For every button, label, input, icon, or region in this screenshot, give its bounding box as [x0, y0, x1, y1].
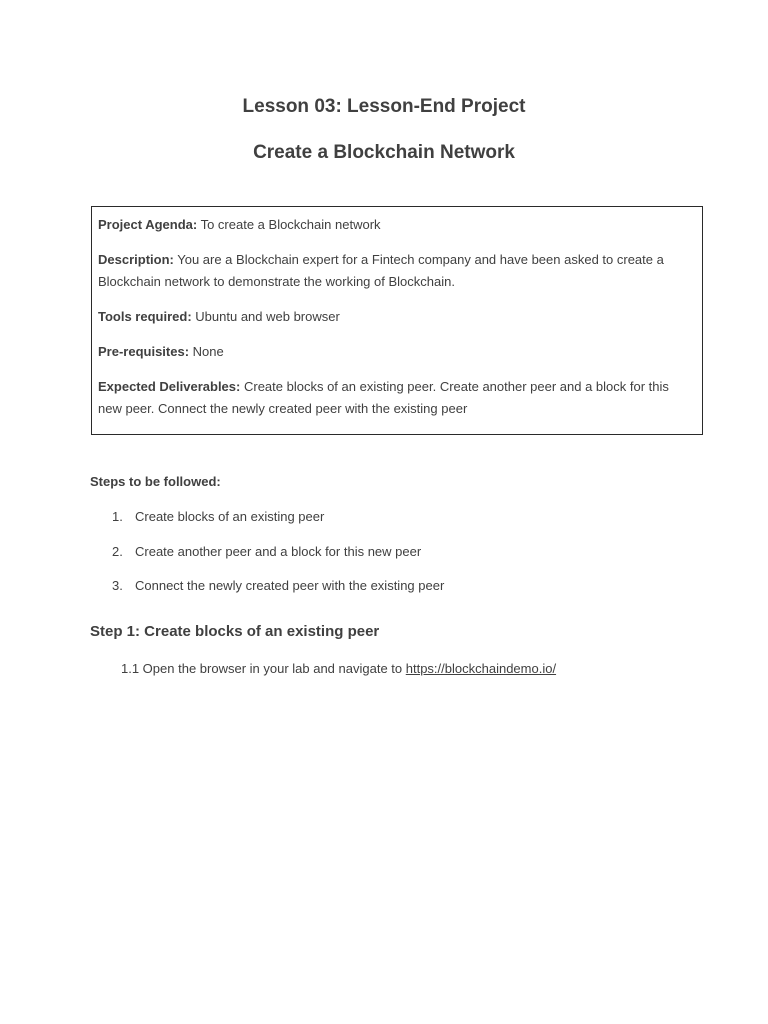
- list-item: [90, 576, 444, 596]
- list-item-number: 1.: [112, 509, 123, 524]
- steps-list: [90, 507, 444, 611]
- list-item-text: Create another peer and a block for this new peer: [135, 543, 422, 559]
- description-value: You are a Blockchain expert for a Fintech company and have been asked to create a Blockchain network to demonstrate the working of Blockchain.: [98, 252, 664, 289]
- list-item: [90, 542, 444, 562]
- project-agenda-label: Project Agenda:: [98, 217, 198, 232]
- deliverables-row: [98, 376, 692, 420]
- project-title: Create a Blockchain Network: [253, 142, 515, 163]
- steps-heading: Steps to be followed:: [90, 474, 221, 489]
- tools-row: [98, 306, 692, 328]
- deliverables-label: Expected Deliverables:: [98, 379, 241, 394]
- lesson-title: Lesson 03: Lesson-End Project: [242, 96, 526, 117]
- project-agenda-box: [91, 206, 703, 435]
- list-item-text: Create blocks of an existing peer: [135, 509, 325, 524]
- substep-text: 1.1 Open the browser in your lab and navigate to: [121, 661, 406, 676]
- list-item-number: 2.: [112, 543, 123, 559]
- blockchaindemo-link[interactable]: https://blockchaindemo.io/: [405, 661, 557, 676]
- description-row: [98, 249, 692, 293]
- project-agenda-value: To create a Blockchain network: [200, 217, 381, 232]
- deliverables-value: Create blocks of an existing peer. Create another peer and a block for this new peer. Connect the newly created peer with the existing peer: [98, 379, 669, 416]
- list-item-number: 3.: [112, 578, 123, 593]
- prerequisites-row: [98, 341, 692, 363]
- step1-heading: Step 1: Create blocks of an existing peer: [90, 623, 380, 640]
- tools-label: Tools required:: [98, 309, 192, 324]
- description-label: Description:: [98, 252, 174, 267]
- substep-1-1: [121, 658, 556, 680]
- project-agenda-row: [98, 214, 692, 236]
- list-item-text: Connect the newly created peer with the existing peer: [135, 578, 445, 593]
- tools-value: Ubuntu and web browser: [195, 309, 340, 324]
- prerequisites-label: Pre-requisites:: [98, 344, 190, 359]
- prerequisites-value: None: [192, 344, 224, 359]
- list-item: [90, 507, 444, 527]
